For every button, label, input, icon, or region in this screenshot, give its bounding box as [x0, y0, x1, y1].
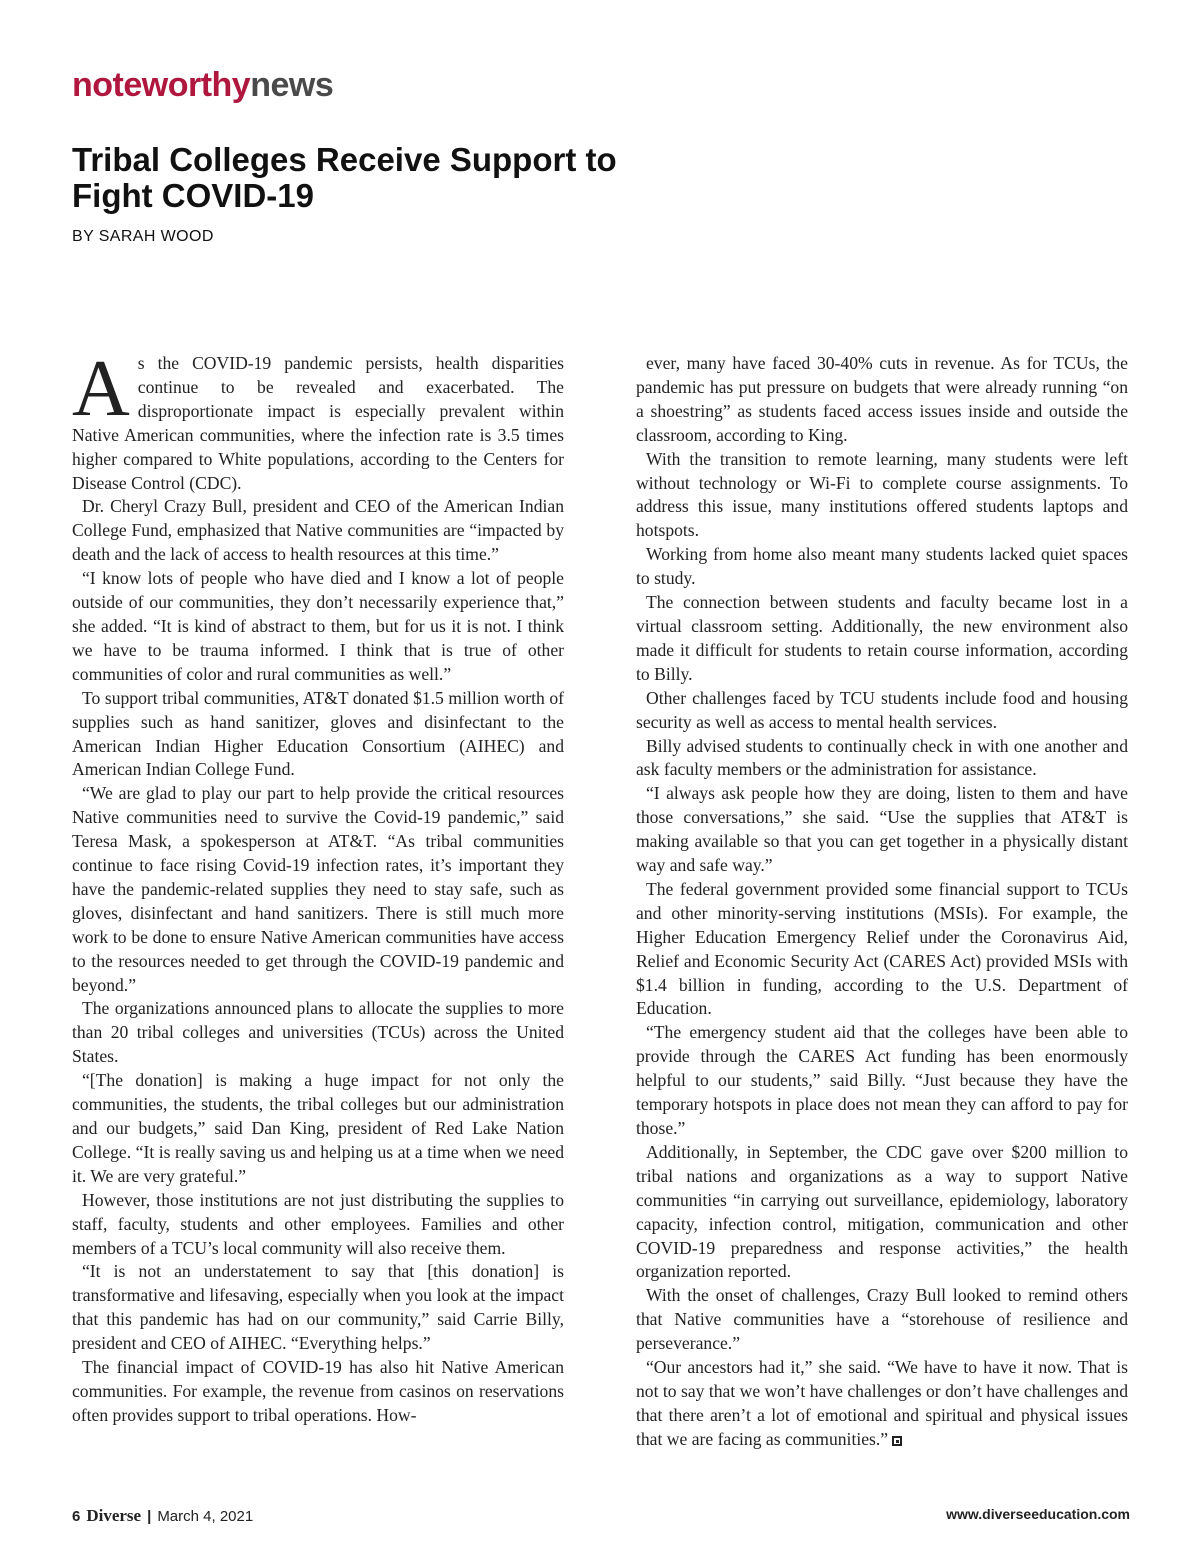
issue-date: March 4, 2021 [157, 1508, 254, 1525]
last-paragraph [636, 1356, 1128, 1452]
section-label-accent: noteworthy [72, 66, 251, 104]
paragraph: The connection between students and faculty became lost in a virtual classroom setting. Additionally, the new environment also made it difficult for students to retain course information, according to Billy. [636, 592, 1128, 684]
paragraph: “I always ask people how they are doing, listen to them and have those conversations,” she said. “Use the supplies that AT&T is making available so that you can get together in a physically distant way and safe way.” [636, 783, 1128, 876]
last-paragraph-text: “Our ancestors had it,” she said. “We have to have it now. That is not to say that we won’t have challenges or don’t have challenges and that there aren’t a lot of emotional and spiritual and physical issues that we are facing as communities.” [636, 1357, 1128, 1449]
article-title: Tribal Colleges Receive Support to Fight COVID-19 [72, 141, 617, 214]
paragraph: The financial impact of COVID-19 has also hit Native American communities. For example, the revenue from casinos on reservations often provides support to tribal operations. How- [72, 1357, 564, 1425]
paragraph: “[The donation] is making a huge impact for not only the communities, the students, the tribal colleges but our administration and our budgets,” said Dan King, president of Red Lake Nation College. “It is really saving us and helping us at a time when we need it. We are very grateful.” [72, 1070, 564, 1186]
section-label [72, 66, 333, 105]
drop-cap: A [72, 345, 130, 433]
first-paragraph-text: s the COVID-19 pandemic persists, health disparities continue to be revealed and exacerbated. The disproportionate impact is especially prevalent within Native American communities, where the infection rate is 3.5 times higher compared to White populations, according to the Centers for Disease Control (CDC). [72, 353, 564, 493]
paragraph: With the transition to remote learning, many students were left without technology or Wi-Fi to complete course assignments. To address this issue, many institutions offered students laptops and hotspots. [636, 448, 1128, 541]
article-column-right [636, 352, 1128, 1452]
article-column-left [72, 345, 564, 1428]
paragraph: However, those institutions are not just distributing the supplies to staff, faculty, students and other employees. Families and other members of a TCU’s local community will also receive them. [72, 1189, 564, 1258]
website-link[interactable]: www.diverseeducation.com [946, 1506, 1130, 1522]
paragraph: The organizations announced plans to allocate the supplies to more than 20 tribal colleges and universities (TCUs) across the United States. [72, 998, 564, 1067]
paragraph: Additionally, in September, the CDC gave over $200 million to tribal nations and organizations as a way to support Native communities “in carrying out surveillance, epidemiology, laboratory capacity, infection control, mitigation, communication and other COVID-19 preparedness and response activities,” the health organization reported. [636, 1141, 1128, 1282]
paragraph: To support tribal communities, AT&T donated $1.5 million worth of supplies such as hand sanitizer, gloves and disinfectant to the American Indian Higher Education Consortium (AIHEC) and American Indian College Fund. [72, 687, 564, 780]
page-number: 6 [72, 1508, 81, 1525]
footer-separator: | [147, 1508, 152, 1525]
paragraph: Other challenges faced by TCU students include food and housing security as well as access to mental health services. [636, 687, 1128, 732]
paragraph: “I know lots of people who have died and I know a lot of people outside of our communities, they don’t necessarily experience that,” she added. “It is kind of abstract to them, but for us it is not. I think we have to be trauma informed. I think that is true of other communities of color and rural communities as well.” [72, 568, 564, 684]
paragraph: “We are glad to play our part to help provide the critical resources Native communities need to survive the Covid-19 pandemic,” said Teresa Mask, a spokesperson at AT&T. “As tribal communities continue to face rising Covid-19 infection rates, it’s important they have the pandemic-related supplies they need to stay safe, such as gloves, disinfectant and hand sanitizers. There is still much more work to be done to ensure Native American communities have access to the resources needed to get through the COVID-19 pandemic and beyond.” [72, 783, 564, 995]
end-of-story-icon [892, 1436, 902, 1446]
paragraph: “The emergency student aid that the colleges have been able to provide through the CARES Act funding has been enormously helpful to our students,” said Billy. “Just because they have the temporary hotspots in place does not mean they can afford to pay for those.” [636, 1022, 1128, 1138]
first-paragraph [72, 345, 564, 495]
footer-left [72, 1506, 253, 1526]
paragraph: The federal government provided some financial support to TCUs and other minority-serving institutions (MSIs). For example, the Higher Education Emergency Relief under the Coronavirus Aid, Relief and Economic Security Act (CARES Act) provided MSIs with $1.4 billion in funding, according to the U.S. Department of Education. [636, 878, 1128, 1019]
paragraph: Working from home also meant many students lacked quiet spaces to study. [636, 544, 1128, 589]
paragraph: With the onset of challenges, Crazy Bull looked to remind others that Native communities have a “storehouse of resilience and perseverance.” [636, 1285, 1128, 1354]
paragraph: Billy advised students to continually check in with one another and ask faculty members or the administration for assistance. [636, 735, 1128, 780]
paragraph: Dr. Cheryl Crazy Bull, president and CEO of the American Indian College Fund, emphasized that Native communities are “impacted by death and the lack of access to health resources at this time.” [72, 496, 564, 565]
byline: BY SARAH WOOD [72, 228, 214, 245]
magazine-brand: Diverse [86, 1506, 142, 1525]
paragraph: “It is not an understatement to say that [this donation] is transformative and lifesaving, especially when you look at the impact that this pandemic has had on our community,” said Carrie Billy, president and CEO of AIHEC. “Everything helps.” [72, 1261, 564, 1354]
paragraph: ever, many have faced 30-40% cuts in revenue. As for TCUs, the pandemic has put pressure on budgets that were already running “on a shoestring” as students faced access issues inside and outside the classroom, according to King. [636, 353, 1128, 445]
section-label-rest: news [250, 66, 334, 104]
